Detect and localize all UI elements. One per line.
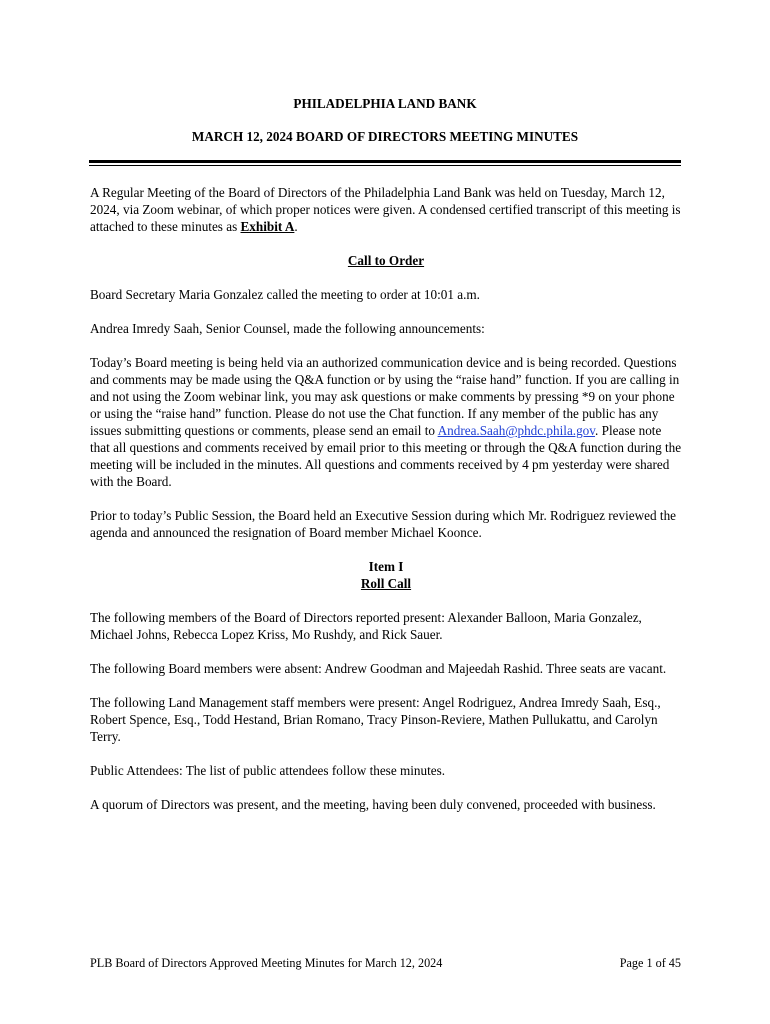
- call-to-order-heading: [90, 252, 682, 269]
- footer-page-number: Page 1 of 45: [619, 956, 681, 970]
- announcement-text-1: Today’s Board meeting is being held via an authorized communication device and is being recorded. Questions and comments may be made using the Q&A function or by using the “raise hand” function. If you are calling in and not using the Zoom webinar link, you may ask questions or make comments by pressing *9 on your phone or using the “raise hand” function. Please do not use the Chat function. If any member of the public has any issues submitting questions or comments, please send an email to: [90, 355, 680, 438]
- title-rule-thin: [89, 165, 681, 166]
- roll-call-heading: [90, 575, 682, 592]
- quorum-paragraph: A quorum of Directors was present, and the meeting, having been duly convened, proceeded with business.: [90, 797, 656, 812]
- public-attendees-paragraph: Public Attendees: The list of public attendees follow these minutes.: [90, 763, 446, 778]
- announcement-paragraph: [90, 354, 682, 490]
- intro-end: .: [294, 219, 298, 234]
- roll-call-heading-text: Roll Call: [360, 576, 412, 591]
- staff-present-paragraph: The following Land Management staff members were present: Angel Rodriguez, Andrea Imredy Saah, Esq., Robert Spence, Esq., Todd Hestand, Brian Romano, Tracy Pinson-Reviere, Mathen Pullukattu, and Carolyn Terry.: [90, 695, 661, 744]
- executive-session-paragraph: Prior to today’s Public Session, the Board held an Executive Session during which Mr. Rodriguez reviewed the agenda and announced the resignation of Board member Michael Koonce.: [90, 508, 677, 540]
- email-link[interactable]: Andrea.Saah@phdc.phila.gov: [437, 423, 596, 438]
- document-body: [90, 184, 682, 830]
- exhibit-reference: Exhibit A: [240, 219, 295, 234]
- call-to-order-paragraph-1: Board Secretary Maria Gonzalez called the meeting to order at 10:01 a.m.: [90, 287, 480, 302]
- roll-call-absent-paragraph: The following Board members were absent: Andrew Goodman and Majeedah Rashid. Three seats are vacant.: [90, 661, 667, 676]
- call-to-order-heading-text: Call to Order: [347, 253, 425, 268]
- title-rule-thick: [89, 160, 681, 163]
- intro-paragraph: [90, 184, 682, 235]
- organization-title: PHILADELPHIA LAND BANK: [293, 96, 477, 111]
- intro-text: A Regular Meeting of the Board of Directors of the Philadelphia Land Bank was held on Tuesday, March 12, 2024, via Zoom webinar, of which proper notices were given. A condensed certified transcript of this meeting is attached to these minutes as: [90, 185, 681, 234]
- roll-call-present-paragraph: The following members of the Board of Directors reported present: Alexander Balloon, Maria Gonzalez, Michael Johns, Rebecca Lopez Kriss, Mo Rushdy, and Rick Sauer.: [90, 610, 642, 642]
- footer-document-label: PLB Board of Directors Approved Meeting Minutes for March 12, 2024: [90, 956, 443, 970]
- call-to-order-paragraph-2: Andrea Imredy Saah, Senior Counsel, made the following announcements:: [90, 321, 485, 336]
- document-title: MARCH 12, 2024 BOARD OF DIRECTORS MEETING MINUTES: [191, 129, 579, 144]
- announcement-text-2: . Please note that all questions and comments received by email prior to this meeting or through the Q&A function during the meeting will be included in the minutes. All questions and comments received by 4 pm yesterday were shared with the Board.: [90, 423, 682, 489]
- item-1-label: Item I: [368, 559, 404, 574]
